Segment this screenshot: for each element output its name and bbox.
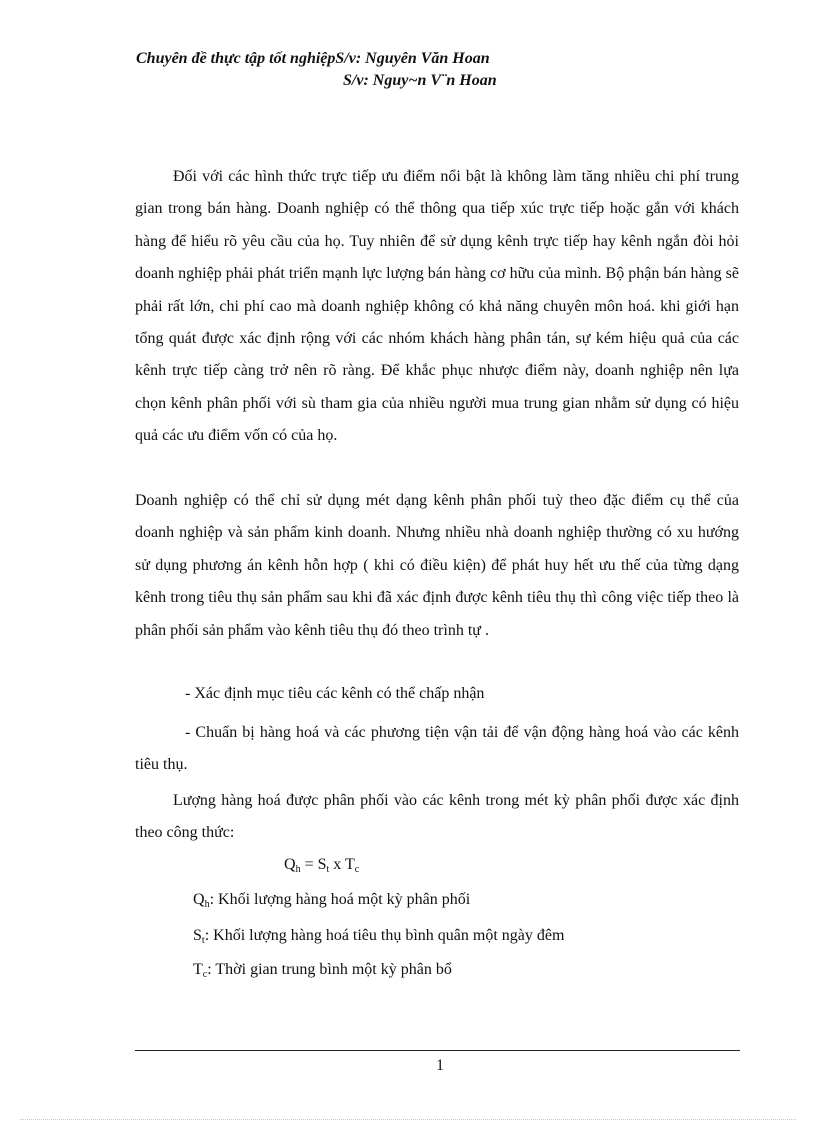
- formula-s-sub: t: [326, 864, 330, 875]
- header-title: Chuyên đề thực tập tốt nghiệpS/v: Nguyên Văn Hoan: [136, 50, 490, 67]
- formula-lhs: Q: [284, 856, 296, 873]
- definition-text: : Khối lượng hàng hoá tiêu thụ bình quân một ngày đêm: [204, 927, 565, 944]
- formula-op: x: [329, 856, 345, 873]
- formula-eq: =: [300, 856, 318, 873]
- formula-t: T: [345, 856, 355, 873]
- definition-subscript: h: [204, 899, 210, 910]
- formula-s: S: [317, 856, 327, 873]
- formula-lhs-sub: h: [295, 864, 301, 875]
- definition-subscript: c: [202, 969, 208, 980]
- bullet-1: - Xác định mục tiêu các kênh có thể chấp nhận: [185, 685, 485, 702]
- bullet-2: - Chuẩn bị hàng hoá và các phương tiện vận tải để vận động hàng hoá vào các kênh tiêu thụ.: [135, 724, 739, 774]
- definition-tc: [193, 961, 452, 979]
- definition-text: : Thời gian trung bình một kỳ phân bổ: [207, 961, 452, 978]
- definition-subscript: t: [201, 935, 205, 946]
- definition-st: [193, 927, 564, 945]
- paragraph-3: Lượng hàng hoá được phân phối vào các kênh trong mét kỳ phân phối được xác định theo công thức:: [135, 792, 739, 842]
- header-author: S/v: Nguy~n V¨n Hoan: [343, 72, 497, 89]
- definition-text: : Khối lượng hàng hoá một kỳ phân phối: [209, 891, 471, 908]
- page-boundary-divider: [20, 1119, 796, 1120]
- page-number: 1: [436, 1057, 444, 1074]
- formula: [284, 856, 359, 874]
- definition-symbol: T: [193, 961, 203, 978]
- paragraph-2: Doanh nghiệp có thể chỉ sử dụng mét dạng kênh phân phối tuỳ theo đặc điểm cụ thể của doanh nghiệp và sản phẩm kinh doanh. Nhưng nhiều nhà doanh nghiệp thường có xu hướng sử dụng phương án kênh hỗn hợp ( khi có điều kiện) để phát huy hết ưu thế của từng dạng kênh trong tiêu thụ sản phẩm sau khi đã xác định được kênh tiêu thụ thì công việc tiếp theo là phân phối sản phẩm vào kênh tiêu thụ đó theo trình tự .: [135, 492, 739, 639]
- formula-t-sub: c: [354, 864, 360, 875]
- definition-symbol: S: [193, 927, 202, 944]
- definition-qh: [193, 891, 470, 909]
- paragraph-1: Đối với các hình thức trực tiếp ưu điểm nổi bật là không làm tăng nhiều chi phí trung gian trong bán hàng. Doanh nghiệp có thể thông qua tiếp xúc trực tiếp hoặc gắn với khách hàng để hiểu rõ yêu cầu của họ. Tuy nhiên để sử dụng kênh trực tiếp hay kênh ngắn đòi hỏi doanh nghiệp phải phát triển mạnh lực lượng bán hàng cơ hữu của mình. Bộ phận bán hàng sẽ phải rất lớn, chi phí cao mà doanh nghiệp không có khả năng chuyên môn hoá. khi giới hạn tổng quát được xác định rộng với các nhóm khách hàng phân tán, sự kém hiệu quả của các kênh trực tiếp càng trở nên rõ ràng. Để khắc phục nhược điểm này, doanh nghiệp nên lựa chọn kênh phân phối với sù tham gia của nhiều người mua trung gian nhằm sử dụng có hiệu quả các ưu điểm vốn có của họ.: [135, 168, 739, 445]
- footer-rule: [135, 1050, 740, 1051]
- definition-symbol: Q: [193, 891, 205, 908]
